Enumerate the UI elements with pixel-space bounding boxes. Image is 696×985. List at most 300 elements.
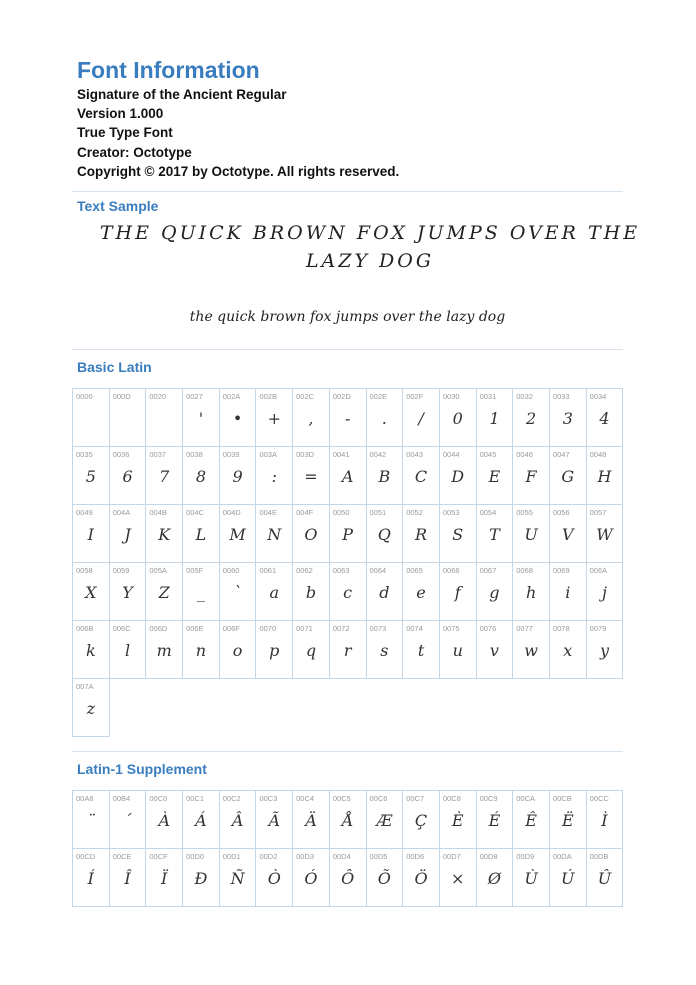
glyph-sample: 2 [526,409,537,428]
divider [72,191,623,192]
glyph-cell [329,563,366,621]
glyph-sample: Ð [194,869,208,888]
empty-cell [109,679,146,737]
glyph-cell [586,389,623,447]
glyph-code: 00D6 [406,852,425,861]
glyph-code: 0070 [259,624,277,633]
glyph-sample: Z [158,583,170,602]
glyph-cell [366,505,403,563]
latin1-supplement-grid [72,790,623,907]
glyph-cell [256,849,293,907]
glyph-sample: Õ [377,869,391,888]
glyph-code: 00CD [76,852,96,861]
glyph-code: 00B4 [112,794,131,803]
glyph-sample: m [156,641,172,660]
glyph-cell [73,505,110,563]
glyph-code: 002C [296,392,315,401]
glyph-cell [146,791,183,849]
glyph-code: 00C7 [406,794,425,803]
glyph-code: 003D [296,450,315,459]
glyph-cell [366,447,403,505]
glyph-code: 000D [112,392,131,401]
empty-cell [439,679,476,737]
glyph-row [73,791,623,849]
glyph-code: 0043 [406,450,423,459]
glyph-cell [586,447,623,505]
glyph-cell [329,791,366,849]
glyph-sample: 9 [232,467,243,486]
glyph-sample: + [267,409,281,428]
glyph-cell [256,389,293,447]
glyph-sample: Y [122,583,133,602]
glyph-code: 0044 [442,450,460,459]
glyph-sample: Å [341,811,354,830]
glyph-code: 0058 [76,566,93,575]
glyph-code: 0066 [442,566,460,575]
glyph-sample: , [308,409,314,428]
glyph-cell [439,621,476,679]
glyph-sample: V [562,525,574,544]
glyph-cell [586,621,623,679]
glyph-cell [256,791,293,849]
glyph-sample: B [378,467,391,486]
glyph-sample: c [343,583,353,602]
glyph-cell [513,505,550,563]
glyph-cell [403,389,440,447]
glyph-cell [109,791,146,849]
glyph-code: 00D5 [369,852,388,861]
glyph-cell [183,447,220,505]
glyph-cell [549,563,586,621]
glyph-code: 004E [259,508,277,517]
glyph-sample: Ê [525,811,537,830]
glyph-sample: À [158,811,170,830]
glyph-sample: q [305,641,317,660]
glyph-code: 0051 [369,508,387,517]
font-type: True Type Font [77,125,173,141]
empty-cell [549,679,586,737]
glyph-sample: Ì [601,811,608,830]
glyph-sample: b [305,583,317,602]
glyph-sample: Ñ [230,869,245,888]
glyph-cell [366,849,403,907]
glyph-cell [366,621,403,679]
glyph-sample: ´ [123,811,132,830]
divider [72,751,623,752]
glyph-cell [109,563,146,621]
glyph-code: 00C6 [369,794,388,803]
glyph-cell [293,849,330,907]
glyph-code: 00C9 [479,794,498,803]
glyph-code: 0035 [76,450,93,459]
glyph-sample: ` [233,583,242,602]
glyph-code: 00C5 [332,794,351,803]
glyph-cell [513,389,550,447]
glyph-code: 004C [186,508,204,517]
glyph-code: 00CB [552,794,572,803]
glyph-cell [476,563,513,621]
sample-uppercase-line2: LAZY DOG [305,250,435,272]
glyph-row [73,447,623,505]
glyph-code: 005F [186,566,204,575]
glyph-sample: / [418,409,424,428]
glyph-cell [513,849,550,907]
glyph-sample: h [525,583,537,602]
glyph-code: 0076 [479,624,497,633]
glyph-code: 0000 [76,392,93,401]
glyph-sample: Ï [161,869,168,888]
glyph-cell [586,849,623,907]
empty-cell [476,679,513,737]
glyph-sample: P [342,525,354,544]
glyph-sample: e [416,583,426,602]
glyph-sample: Æ [376,811,393,830]
glyph-cell [256,505,293,563]
glyph-code: 0078 [552,624,570,633]
glyph-code: 0041 [332,450,350,459]
glyph-row [73,621,623,679]
glyph-sample: y [599,641,609,660]
glyph-cell [73,849,110,907]
glyph-cell [146,389,183,447]
glyph-code: 002B [259,392,277,401]
glyph-cell [329,389,366,447]
glyph-sample: Ú [561,869,575,888]
glyph-sample: 6 [122,467,133,486]
glyph-sample: Ó [304,869,318,888]
glyph-code: 0077 [516,624,533,633]
glyph-cell [403,621,440,679]
glyph-code: 002E [369,392,388,401]
glyph-code: 0071 [296,624,313,633]
glyph-code: 00D9 [516,852,535,861]
glyph-code: 0039 [222,450,240,459]
glyph-sample: Ô [341,869,355,888]
glyph-cell [183,621,220,679]
glyph-sample: x [563,641,573,660]
glyph-code: 0065 [406,566,423,575]
glyph-row [73,505,623,563]
empty-cell [293,679,330,737]
glyph-cell [329,621,366,679]
glyph-sample: Ø [487,869,501,888]
glyph-cell [73,389,110,447]
glyph-cell [293,791,330,849]
basic-latin-title: Basic Latin [77,359,152,375]
glyph-code: 0052 [406,508,423,517]
glyph-cell [329,447,366,505]
glyph-cell [513,563,550,621]
glyph-cell [293,621,330,679]
glyph-cell [219,447,256,505]
glyph-row [73,563,623,621]
sample-lowercase: the quick brown fox jumps over the lazy dog [189,309,506,325]
glyph-sample: D [451,467,465,486]
glyph-code: 0075 [442,624,460,633]
glyph-cell [403,563,440,621]
glyph-code: 0061 [259,566,277,575]
glyph-row [73,679,623,737]
sample-uppercase-line1: THE QUICK BROWN FOX JUMPS OVER THE [99,222,641,244]
glyph-cell [219,505,256,563]
glyph-sample: Ë [561,811,574,830]
empty-cell [403,679,440,737]
glyph-cell [109,505,146,563]
glyph-sample: 5 [85,467,96,486]
glyph-cell [513,447,550,505]
glyph-code: 006B [76,624,94,633]
glyph-code: 0072 [332,624,350,633]
glyph-sample: 3 [562,409,573,428]
glyph-cell [476,791,513,849]
glyph-sample: 8 [195,467,206,486]
glyph-cell [109,389,146,447]
latin1-supplement-title: Latin-1 Supplement [77,761,207,777]
glyph-cell [476,621,513,679]
glyph-cell [73,791,110,849]
glyph-sample: u [452,641,463,660]
glyph-cell [146,849,183,907]
empty-cell [513,679,550,737]
glyph-sample: 0 [452,409,463,428]
glyph-sample: n [195,641,207,660]
glyph-code: 0068 [516,566,533,575]
glyph-sample: t [417,641,425,660]
glyph-sample: A [341,467,354,486]
glyph-code: 00D3 [296,852,315,861]
glyph-sample: ' [198,409,204,428]
glyph-cell [146,621,183,679]
glyph-code: 0079 [589,624,607,633]
glyph-cell [183,505,220,563]
glyph-code: 00D2 [259,852,278,861]
glyph-sample: k [85,641,96,660]
glyph-cell [146,447,183,505]
glyph-code: 00C8 [442,794,461,803]
glyph-code: 00DB [589,852,609,861]
glyph-cell [439,563,476,621]
glyph-cell [549,621,586,679]
glyph-code: 00A8 [76,794,94,803]
glyph-code: 00D4 [332,852,351,861]
glyph-code: 00D1 [222,852,241,861]
glyph-sample: S [452,525,464,544]
glyph-code: 00CA [516,794,536,803]
glyph-cell [366,389,403,447]
glyph-code: 00CE [112,852,132,861]
glyph-cell [549,505,586,563]
glyph-cell [109,849,146,907]
glyph-code: 0032 [516,392,533,401]
glyph-sample: Á [195,811,207,830]
glyph-sample: L [195,525,207,544]
glyph-sample: T [489,525,500,544]
glyph-cell [183,563,220,621]
glyph-cell [329,505,366,563]
glyph-sample: 4 [599,409,610,428]
glyph-sample: F [525,467,537,486]
glyph-row [73,389,623,447]
glyph-sample: H [597,467,612,486]
glyph-cell [549,389,586,447]
glyph-code: 004B [149,508,167,517]
glyph-cell [513,621,550,679]
glyph-code: 0020 [149,392,167,401]
glyph-sample: r [343,641,352,660]
glyph-code: 002F [406,392,424,401]
glyph-code: 00D7 [442,852,461,861]
text-sample-title: Text Sample [77,198,159,214]
glyph-sample: J [124,525,131,544]
glyph-sample: U [524,525,538,544]
glyph-cell [219,849,256,907]
glyph-cell [219,621,256,679]
empty-cell [366,679,403,737]
glyph-sample: È [451,811,464,830]
glyph-cell [549,849,586,907]
glyph-code: 0062 [296,566,313,575]
glyph-code: 0060 [222,566,240,575]
glyph-cell [219,563,256,621]
glyph-code: 0048 [589,450,607,459]
glyph-cell [439,849,476,907]
glyph-sample: : [271,467,277,486]
glyph-cell [439,447,476,505]
glyph-cell [439,505,476,563]
glyph-cell [109,621,146,679]
glyph-sample: R [415,525,428,544]
glyph-code: 00C4 [296,794,315,803]
glyph-sample: i [565,583,571,602]
glyph-cell [293,389,330,447]
glyph-code: 004F [296,508,314,517]
glyph-cell [293,505,330,563]
glyph-sample: o [232,641,243,660]
glyph-code: 0033 [552,392,570,401]
glyph-cell [366,791,403,849]
glyph-code: 005A [149,566,167,575]
glyph-cell [549,791,586,849]
glyph-cell [513,791,550,849]
glyph-cell [109,447,146,505]
glyph-code: 0074 [406,624,423,633]
glyph-sample: p [269,641,280,660]
glyph-sample: _ [196,583,205,602]
glyph-cell [146,505,183,563]
glyph-cell [256,621,293,679]
glyph-sample: Q [377,525,391,544]
glyph-sample: - [344,409,351,428]
glyph-cell [219,791,256,849]
glyph-cell [403,791,440,849]
glyph-code: 0045 [479,450,497,459]
basic-latin-grid [72,388,623,737]
glyph-cell [183,791,220,849]
glyph-code: 0027 [186,392,203,401]
glyph-code: 0056 [552,508,570,517]
glyph-code: 0036 [112,450,130,459]
glyph-code: 00D8 [479,852,498,861]
glyph-sample: a [269,583,280,602]
glyph-cell [256,447,293,505]
glyph-cell [73,447,110,505]
page-title: Font Information [77,57,260,83]
glyph-sample: Ä [305,811,317,830]
glyph-sample: G [561,467,575,486]
glyph-code: 006F [222,624,240,633]
font-version: Version 1.000 [77,106,164,122]
glyph-cell [549,447,586,505]
empty-cell [146,679,183,737]
glyph-code: 00CC [589,794,609,803]
glyph-cell [403,447,440,505]
glyph-code: 006D [149,624,168,633]
glyph-code: 0034 [589,392,607,401]
font-name: Signature of the Ancient Regular [77,87,287,102]
glyph-code: 004D [222,508,241,517]
glyph-code: 002D [332,392,351,401]
glyph-sample: I [87,525,94,544]
glyph-code: 00D0 [186,852,204,861]
glyph-cell [476,389,513,447]
glyph-code: 0053 [442,508,460,517]
glyph-code: 004A [112,508,131,517]
glyph-cell [329,849,366,907]
glyph-sample: Ù [524,869,538,888]
glyph-code: 007A [76,682,94,691]
glyph-sample: Û [597,869,612,888]
glyph-cell [586,791,623,849]
glyph-code: 00C0 [149,794,168,803]
glyph-sample: C [414,467,428,486]
glyph-sample: Ç [414,811,428,830]
glyph-code: 0064 [369,566,387,575]
glyph-sample: s [380,641,389,660]
glyph-cell [476,447,513,505]
font-copyright: Copyright © 2017 by Octotype. All rights reserved. [77,163,400,179]
glyph-code: 00C1 [186,794,204,803]
glyph-cell [183,389,220,447]
glyph-cell [586,505,623,563]
glyph-code: 006E [186,624,204,633]
glyph-code: 006A [589,566,608,575]
glyph-code: 0057 [589,508,607,517]
glyph-code: 0047 [552,450,570,459]
glyph-sample: l [124,641,131,660]
glyph-sample: E [488,467,501,486]
glyph-cell [439,389,476,447]
glyph-sample: W [596,525,613,544]
glyph-sample: O [304,525,318,544]
glyph-code: 002A [222,392,241,401]
font-creator: Creator: Octotype [77,144,192,160]
glyph-sample: 7 [159,467,170,486]
glyph-cell [146,563,183,621]
divider [72,349,623,350]
glyph-sample: = [304,467,318,486]
glyph-sample: z [86,699,96,718]
empty-cell [219,679,256,737]
glyph-sample: K [158,525,171,544]
glyph-sample: × [451,869,465,888]
glyph-code: 0037 [149,450,167,459]
glyph-code: 00C2 [222,794,241,803]
glyph-sample: Ò [267,869,281,888]
glyph-cell [73,679,110,737]
glyph-code: 006C [112,624,131,633]
glyph-code: 0030 [442,392,460,401]
glyph-code: 0046 [516,450,533,459]
